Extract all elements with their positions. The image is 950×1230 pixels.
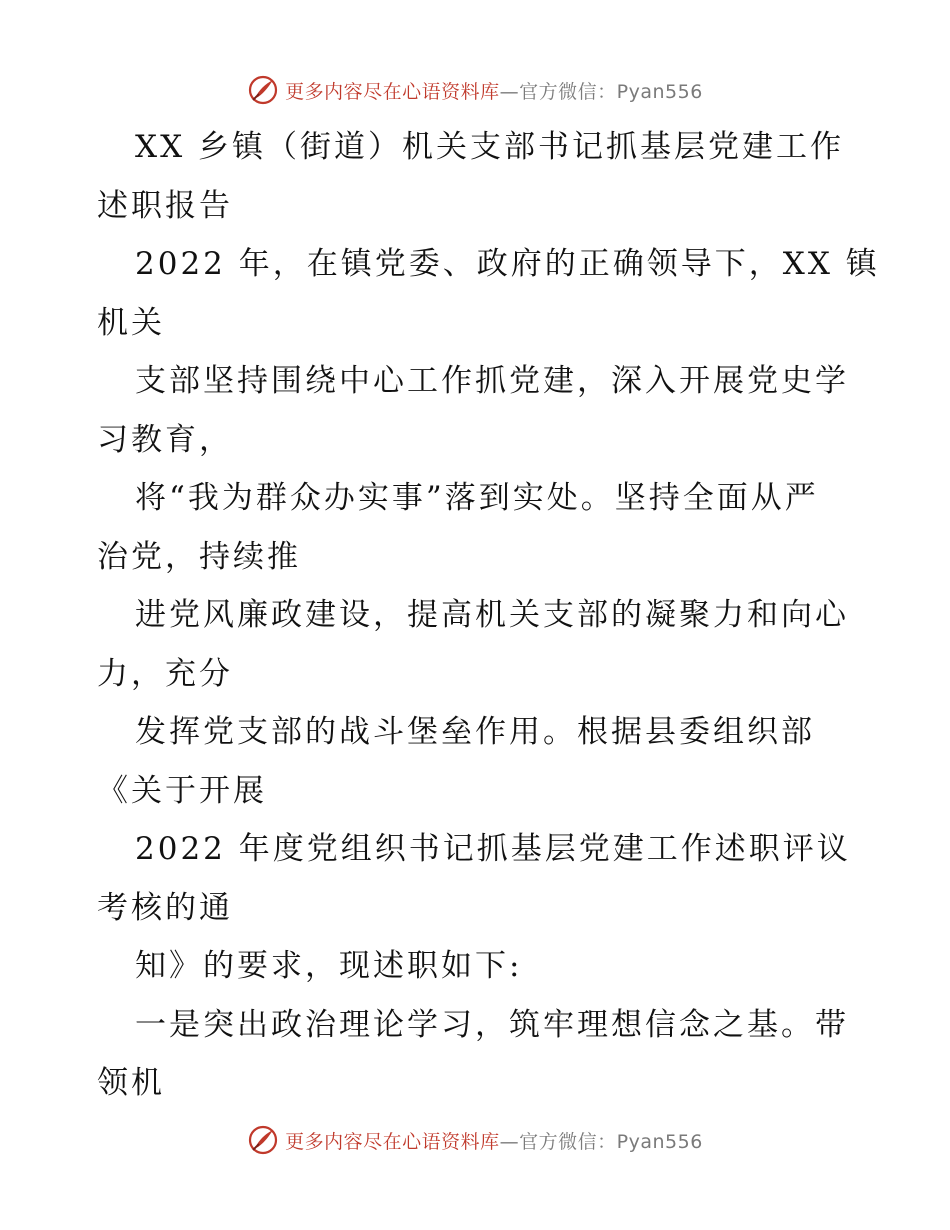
header-watermark-banner [0,70,950,110]
document-body [97,118,880,1113]
paragraph-line: 治党，持续推 [97,538,301,575]
paragraph-line: 机关 [97,304,165,341]
paragraph-line: 《关于开展 [97,772,267,809]
title-line-1: XX 乡镇（街道）机关支部书记抓基层党建工作 [135,129,844,165]
watermark-text: 更多内容尽在心语资料库—官方微信：Pyan556 [285,1130,703,1153]
paragraph-line: 2022 年度党组织书记抓基层党建工作述职评议 [135,831,851,867]
feather-pen-seal-icon [247,74,279,106]
footer-watermark-banner [0,1120,950,1160]
paragraph-line: 考核的通 [97,889,233,926]
paragraph-line: 将“我为群众办实事”落到实处。坚持全面从严 [135,480,819,516]
paragraph-line: 支部坚持围绕中心工作抓党建，深入开展党史学 [135,363,849,399]
paragraph-line: 一是突出政治理论学习，筑牢理想信念之基。带 [135,1006,849,1043]
paragraph-line: 发挥党支部的战斗堡垒作用。根据县委组织部 [135,714,815,750]
paragraph-line: 习教育， [97,421,233,458]
paragraph-line: 进党风廉政建设，提高机关支部的凝聚力和向心 [135,597,849,633]
paragraph-line: 知》的要求，现述职如下: [135,948,523,984]
paragraph-line: 力，充分 [97,655,233,692]
watermark-text: 更多内容尽在心语资料库—官方微信：Pyan556 [285,80,703,103]
feather-pen-seal-icon [247,1124,279,1156]
title-line-2: 述职报告 [97,187,233,224]
paragraph-line: 领机 [97,1065,165,1101]
paragraph-line: 2022 年，在镇党委、政府的正确领导下，XX 镇 [135,246,880,282]
